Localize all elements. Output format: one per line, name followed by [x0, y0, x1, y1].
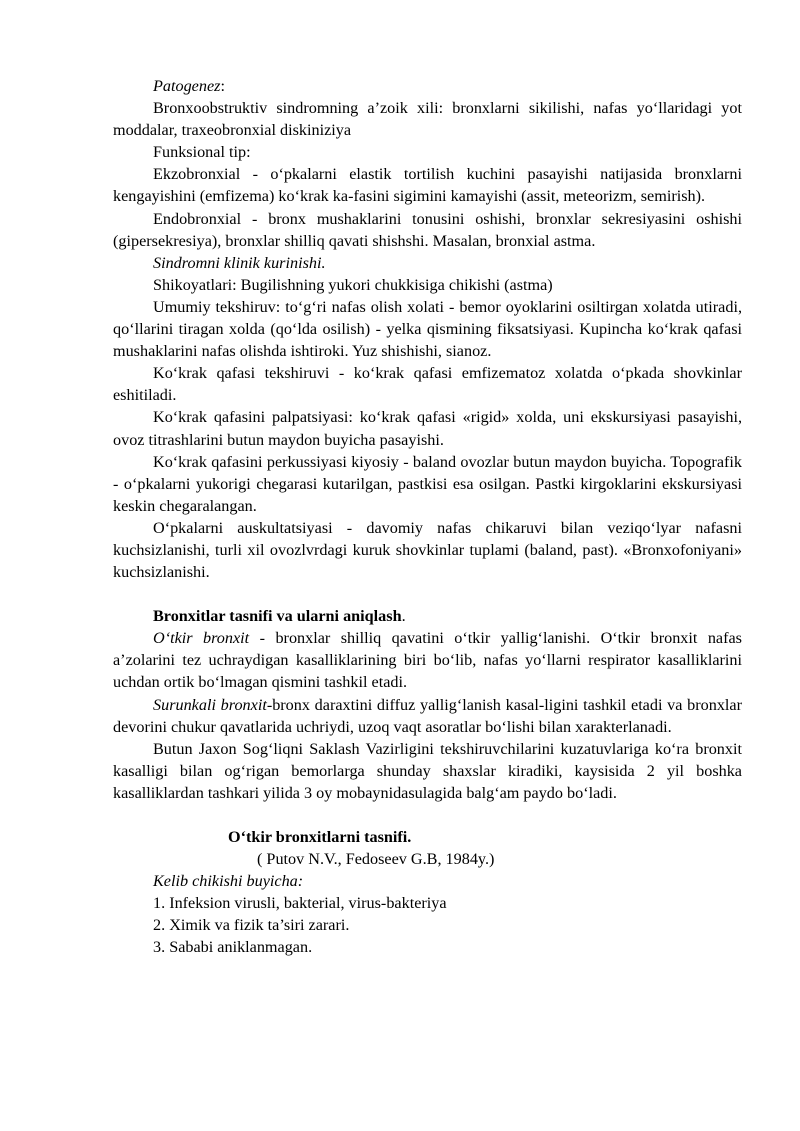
heading-bronxitlar-text: Bronxitlar tasnifi va ularni aniqlash — [153, 607, 402, 626]
paragraph-palpatsiya: Ko‘krak qafasini palpatsiyasi: ko‘krak qafasi «rigid» xolda, uni ekskursiyasi pasayishi, ovoz titrashlarini butun maydon buyicha pasayishi. — [113, 408, 742, 449]
paragraph-perkussiya: Ko‘krak qafasini perkussiyasi kiyosiy - baland ovozlar butun maydon buyicha. Topografik - o‘pkalarni yukorigi chegarasi kutarilgan, pastkisi esa osilgan. Pastki kirgoklarini ekskursiyasi keskin chegaralangan. — [113, 452, 742, 515]
text-otkir-bronxit: - bronxlar shilliq qavatini o‘tkir yallig‘lanishi. O‘tkir bronxit nafas a’zolarini tez uchraydigan kasalliklarining biri bo‘lib, nafas yo‘llarni respirator kasalliklarini uchdan ortik bo‘lmagan qismini tashkil etadi. — [113, 629, 742, 692]
paragraph-auskultatsiya: O‘pkalarni auskultatsiyasi - davomiy nafas chikaruvi bilan veziqo‘lyar nafasni kuchsizlanishi, turli xil ovozlvrdagi kuruk shovkinlar tuplami (baland, past). «Bronxofoniyani» kuchsizlanishi. — [113, 518, 742, 582]
heading-otkir-bronxitlar-tasnifi: O‘tkir bronxitlarni tasnifi. — [228, 828, 412, 846]
heading-sindromni-klinik: Sindromni klinik kurinishi. — [153, 253, 326, 272]
paragraph-shikoyatlari: Shikoyatlari: Bugilishning yukori chukkisiga chikishi (astma) — [153, 275, 553, 294]
spacer — [113, 804, 742, 826]
patogenez-colon: : — [220, 77, 225, 95]
spacer — [113, 583, 742, 605]
heading-bronxitlar-tasnifi — [113, 605, 742, 627]
paragraph-ekzobronxial: Ekzobronxial - o‘pkalarni elastik tortilish kuchini pasayishi natijasida bronxlarni kengayishini (emfizema) ko‘krak ka-fasini sigimini kamayishi (assit, meteorizm, semirish). — [113, 165, 742, 206]
paragraph-funksional-tip: Funksional tip: — [153, 143, 251, 162]
heading-bronxitlar-dot: . — [401, 607, 406, 626]
patogenez-heading — [113, 75, 742, 97]
paragraph-surunkali-bronxit — [113, 694, 742, 738]
patogenez-label: Patogenez — [153, 77, 221, 95]
paragraph-butun-jaxon: Butun Jaxon Sog‘liqni Saklash Vazirligini tekshiruvchilarini kuzatuvlariga ko‘ra bronxit kasalligi bilan og‘rigan bemorlarga shunday shaxslar kiradiki, kaysisida 2 yil boshka kasalliklardan tashkari yilida 3 oy mobaynidasulagida balg‘am paydo bo‘ladi. — [113, 739, 742, 802]
text-surunkali-bronxit: -bronx daraxtini diffuz yallig‘lanish kasal-ligini tashkil etadi va bronxlar devorini chukur qavatlarida uchriydi, uzoq vaqt asoratlar bo‘lishi bilan xarakterlanadi. — [113, 695, 742, 736]
list-item: 2. Ximik va fizik ta’siri zarari. — [153, 916, 350, 935]
paragraph-otkir-bronxit — [113, 627, 742, 693]
list-item: 3. Sababi aniklanmagan. — [153, 938, 313, 957]
heading-source-citation: ( Putov N.V., Fedoseev G.B, 1984y.) — [257, 850, 495, 869]
paragraph-umumiy-tekshiruv: Umumiy tekshiruv: to‘g‘ri nafas olish xolati - bemor oyoklarini osiltirgan xolatda utiradi, qo‘llarini tiragan xolda (qo‘lda osilish) - yelka qismining fiksatsiyasi. Kupincha ko‘krak qafasi mushaklarini nafas olishda ishtiroki. Yuz shishishi, sianoz. — [113, 297, 742, 361]
term-otkir-bronxit: O‘tkir bronxit — [153, 629, 250, 648]
list-item: 1. Infeksion virusli, bakterial, virus-bakteriya — [153, 894, 447, 913]
heading-kelib-chikishi: Kelib chikishi buyicha: — [153, 872, 304, 891]
paragraph-kokrak-tekshiruvi: Ko‘krak qafasi tekshiruvi - ko‘krak qafasi emfizematoz xolatda o‘pkada shovkinlar eshitiladi. — [113, 364, 742, 405]
paragraph-endobronxial: Endobronxial - bronx mushaklarini tonusini oshishi, bronxlar sekresiyasini oshishi (gipersekresiya), bronxlar shilliq qavati shishshi. Masalan, bronxial astma. — [113, 209, 742, 250]
paragraph-bronxoobstruktiv: Bronxoobstruktiv sindromning a’zoik xili: bronxlarni sikilishi, nafas yo‘llaridagi yot moddalar, traxeobronxial diskiniziya — [113, 99, 742, 140]
term-surunkali-bronxit: Surunkali bronxit — [153, 695, 267, 714]
document-page — [113, 75, 742, 959]
